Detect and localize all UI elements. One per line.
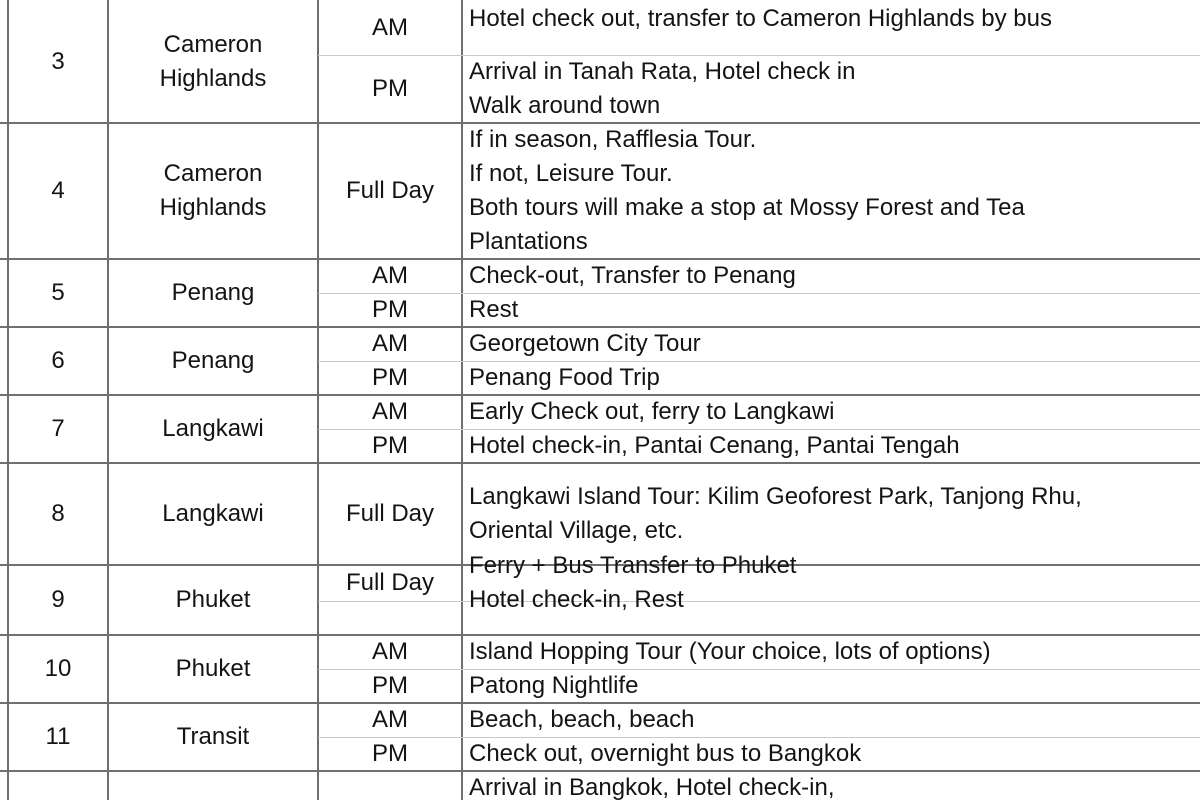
activity-text: If in season, Rafflesia Tour. bbox=[469, 126, 757, 153]
activity-text: Both tours will make a stop at Mossy Forest and Tea bbox=[469, 194, 1025, 221]
activity-text: Ferry + Bus Transfer to Phuket bbox=[469, 552, 797, 579]
day-number: 4 bbox=[51, 177, 65, 204]
row-divider bbox=[0, 462, 1200, 464]
activity-text: Arrival in Tanah Rata, Hotel check in bbox=[469, 58, 856, 85]
time-slot: Full Day bbox=[345, 177, 435, 204]
time-slot: AM bbox=[372, 706, 408, 733]
activity-text: Beach, beach, beach bbox=[469, 706, 695, 733]
activity-text: Check out, overnight bus to Bangkok bbox=[469, 740, 862, 767]
location-name: Highlands bbox=[159, 194, 267, 221]
activity-text: Check-out, Transfer to Penang bbox=[469, 262, 796, 289]
location-name: Cameron bbox=[163, 160, 263, 187]
location-name: Langkawi bbox=[162, 500, 264, 527]
time-slot: AM bbox=[372, 262, 408, 289]
activity-text: Plantations bbox=[469, 228, 588, 255]
location-name: Cameron bbox=[163, 30, 263, 58]
location-name: Phuket bbox=[175, 655, 251, 682]
activity-text: Walk around town bbox=[469, 92, 661, 119]
day-number: 11 bbox=[45, 723, 71, 750]
location-name: Phuket bbox=[175, 586, 251, 613]
day-number: 3 bbox=[51, 47, 65, 75]
activity-text: Oriental Village, etc. bbox=[469, 517, 684, 544]
activity-text: Hotel check-in, Pantai Cenang, Pantai Tengah bbox=[469, 432, 960, 459]
activity-text: Georgetown City Tour bbox=[469, 330, 701, 357]
day-number: 5 bbox=[51, 279, 65, 306]
activity-text: Hotel check-in, Rest bbox=[469, 586, 684, 613]
time-slot: PM bbox=[372, 740, 408, 767]
time-slot: Full Day bbox=[345, 500, 435, 527]
location-name: Highlands bbox=[159, 64, 267, 92]
time-slot: AM bbox=[372, 638, 408, 665]
activity-text: Patong Nightlife bbox=[469, 672, 639, 699]
time-slot: PM bbox=[372, 432, 408, 459]
activity-text: Rest bbox=[469, 296, 519, 323]
time-slot: AM bbox=[372, 398, 408, 425]
time-slot: PM bbox=[372, 296, 408, 323]
time-slot: PM bbox=[372, 672, 408, 699]
day-number: 8 bbox=[51, 500, 65, 527]
location-name: Langkawi bbox=[162, 415, 264, 442]
day-number: 10 bbox=[44, 655, 72, 682]
time-slot: PM bbox=[372, 75, 408, 102]
time-slot: AM bbox=[372, 13, 408, 41]
activity-text: If not, Leisure Tour. bbox=[469, 160, 673, 187]
time-slot: PM bbox=[372, 364, 408, 391]
location-name: Penang bbox=[171, 279, 255, 306]
activity-text: Hotel check out, transfer to Cameron Highlands by bus bbox=[469, 5, 1052, 32]
activity-text: Early Check out, ferry to Langkawi bbox=[469, 398, 835, 425]
day-number: 6 bbox=[51, 347, 65, 374]
time-slot: AM bbox=[372, 330, 408, 357]
time-slot: Full Day bbox=[345, 569, 435, 596]
location-name: Penang bbox=[171, 347, 255, 374]
day-number: 9 bbox=[51, 586, 65, 613]
activity-text: Island Hopping Tour (Your choice, lots of options) bbox=[469, 638, 991, 665]
activity-text: Arrival in Bangkok, Hotel check-in, bbox=[469, 774, 835, 801]
activity-text: Langkawi Island Tour: Kilim Geoforest Park, Tanjong Rhu, bbox=[469, 483, 1082, 510]
location-name: Transit bbox=[176, 723, 250, 750]
activity-text: Penang Food Trip bbox=[469, 364, 660, 391]
day-number: 7 bbox=[51, 415, 65, 442]
